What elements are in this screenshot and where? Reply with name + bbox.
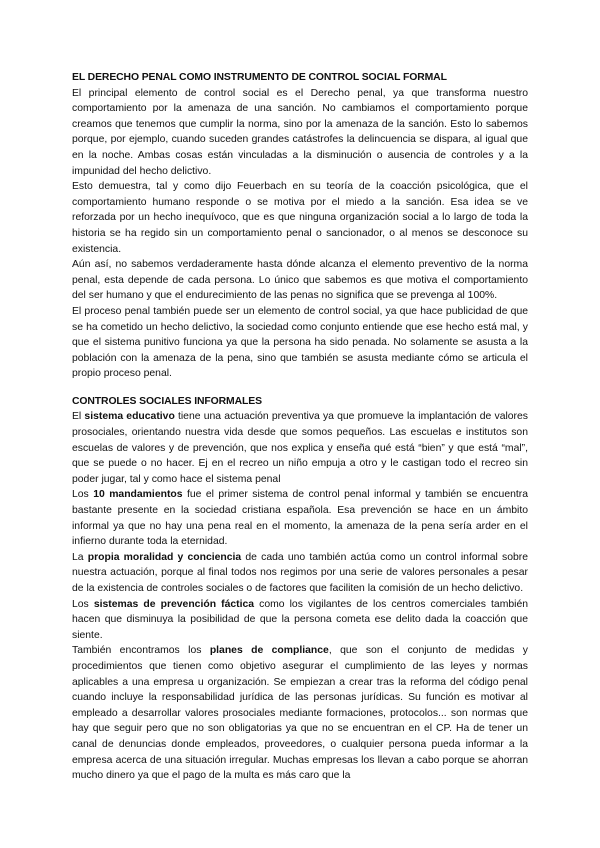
bold-term-mandamientos: 10 mandamientos: [93, 489, 183, 501]
paragraph-control-social: El principal elemento de control social es el Derecho penal, ya que transforma nuestro comportamiento por la amenaza de una sanción. No cambiamos el comportamiento porque creamos que tenemos que cumplir la norma, sino por la amenaza de la sanción. Esto lo sabemos porque, por ejemplo, cuando suceden grandes catástrofes la delincuencia se dispara, al igual que en la noche. Ambas cosas están vinculadas a la disminución o ausencia de controles y a la impunidad del hecho delictivo.: [72, 87, 528, 177]
paragraph-elemento-preventivo: Aún así, no sabemos verdaderamente hasta dónde alcanza el elemento preventivo de la norma penal, esta depende de cada persona. Lo único que sabemos es que motiva el comportamiento del ser humano y que el endurecimiento de las penas no significa que se prevenga al 100%.: [72, 259, 528, 302]
bold-term-prevencion-factica: sistemas de prevención fáctica: [93, 598, 255, 610]
text-run: La: [72, 551, 88, 563]
paragraph-mandamientos: [72, 487, 528, 549]
text-run: Los: [72, 598, 94, 610]
text-run: El: [72, 411, 85, 423]
bold-term-moralidad: propia moralidad y conciencia: [87, 551, 242, 563]
text-run: fue el primer sistema de control penal informal y también se encuentra bastante presente en la sociedad cristiana española. Esa prevención se hace en un ámbito informal ya que no hay una pena real en el momento, la amenaza de la pena sería arder en el infierno durante toda la eternidad.: [72, 489, 529, 548]
text-run: de cada uno también actúa como un control informal sobre nuestra actuación, porque al final todos nos regimos por una serie de valores personales a pesar de la existencia de controles sociales o de factores que faciliten la comisión de un hecho delictivo.: [72, 551, 529, 594]
section-heading-controles-informales: CONTROLES SOCIALES INFORMALES: [72, 395, 262, 407]
document-page: [72, 70, 528, 784]
text-run: como los vigilantes de los centros comerciales también hacen que disminuya la posibilidad de que la persona cometa ese delito dada la coacción que siente.: [72, 598, 529, 641]
text-run: tiene una actuación preventiva ya que promueve la implantación de valores prosociales, orientando nuestra vida desde que somos pequeños. Las escuelas e institutos son escuelas de valores y de prevención, que nos explica y enseña qué está “bien” y que está “mal”, que se puede o no hacer. Ej en el recreo un niño empuja a otro y le castigan todo el recreo sin poder jugar, tal y como hace el sistema penal: [72, 411, 528, 485]
paragraph-sistema-educativo: [72, 409, 528, 487]
bold-term-compliance: planes de compliance: [209, 645, 329, 657]
text-run: Los: [72, 489, 94, 501]
section-heading-derecho-penal: EL DERECHO PENAL COMO INSTRUMENTO DE CONTROL SOCIAL FORMAL: [72, 72, 447, 83]
paragraph-feuerbach: Esto demuestra, tal y como dijo Feuerbach en su teoría de la coacción psicológica, que el comportamiento humano responde o se motiva por el miedo a la sanción. Esa idea se ve reforzada por un hecho inequívoco, que es que ninguna organización social a lo largo de toda la historia se ha regido sin un comportamiento penal o sancionador, o al menos se desconoce su existencia.: [72, 181, 528, 255]
bold-term-sistema-educativo: sistema educativo: [84, 411, 175, 423]
paragraph-prevencion-factica: [72, 597, 528, 644]
text-run: , que son el conjunto de medidas y procedimientos que tienen como objetivo asegurar el cumplimiento de las leyes y normas aplicables a una empresa u organización. Se empiezan a crear tras la reforma del código penal cuando incluye la responsabilidad jurídica de las personas jurídicas. Su función es motivar al empleado a desarrollar valores prosociales mediante formaciones, protocolos... son normas que hay que seguir pero que no son obligatorias ya que no se encuentran en el CP. Ha de tener un canal de denuncias donde empleados, proveedores, o cualquier persona pueda informar a la empresa acerca de una situación irregular. Muchas empresas los llevan a cabo porque se ahorran mucho dinero ya que el pago de la multa es más caro que la: [72, 645, 528, 782]
paragraph-compliance: [72, 643, 528, 783]
paragraph-moralidad: [72, 550, 528, 597]
paragraph-proceso-penal: El proceso penal también puede ser un elemento de control social, ya que hace publicidad de que se ha cometido un hecho delictivo, la sociedad como conjunto entiende que ese hecho está mal, y que el sistema punitivo funciona ya que la persona ha sido penada. No solamente se asusta a la población con la amenaza de la pena, sino que también se asusta mediante cómo se articula el propio proceso penal.: [72, 305, 528, 380]
text-run: También encontramos los: [72, 645, 210, 657]
